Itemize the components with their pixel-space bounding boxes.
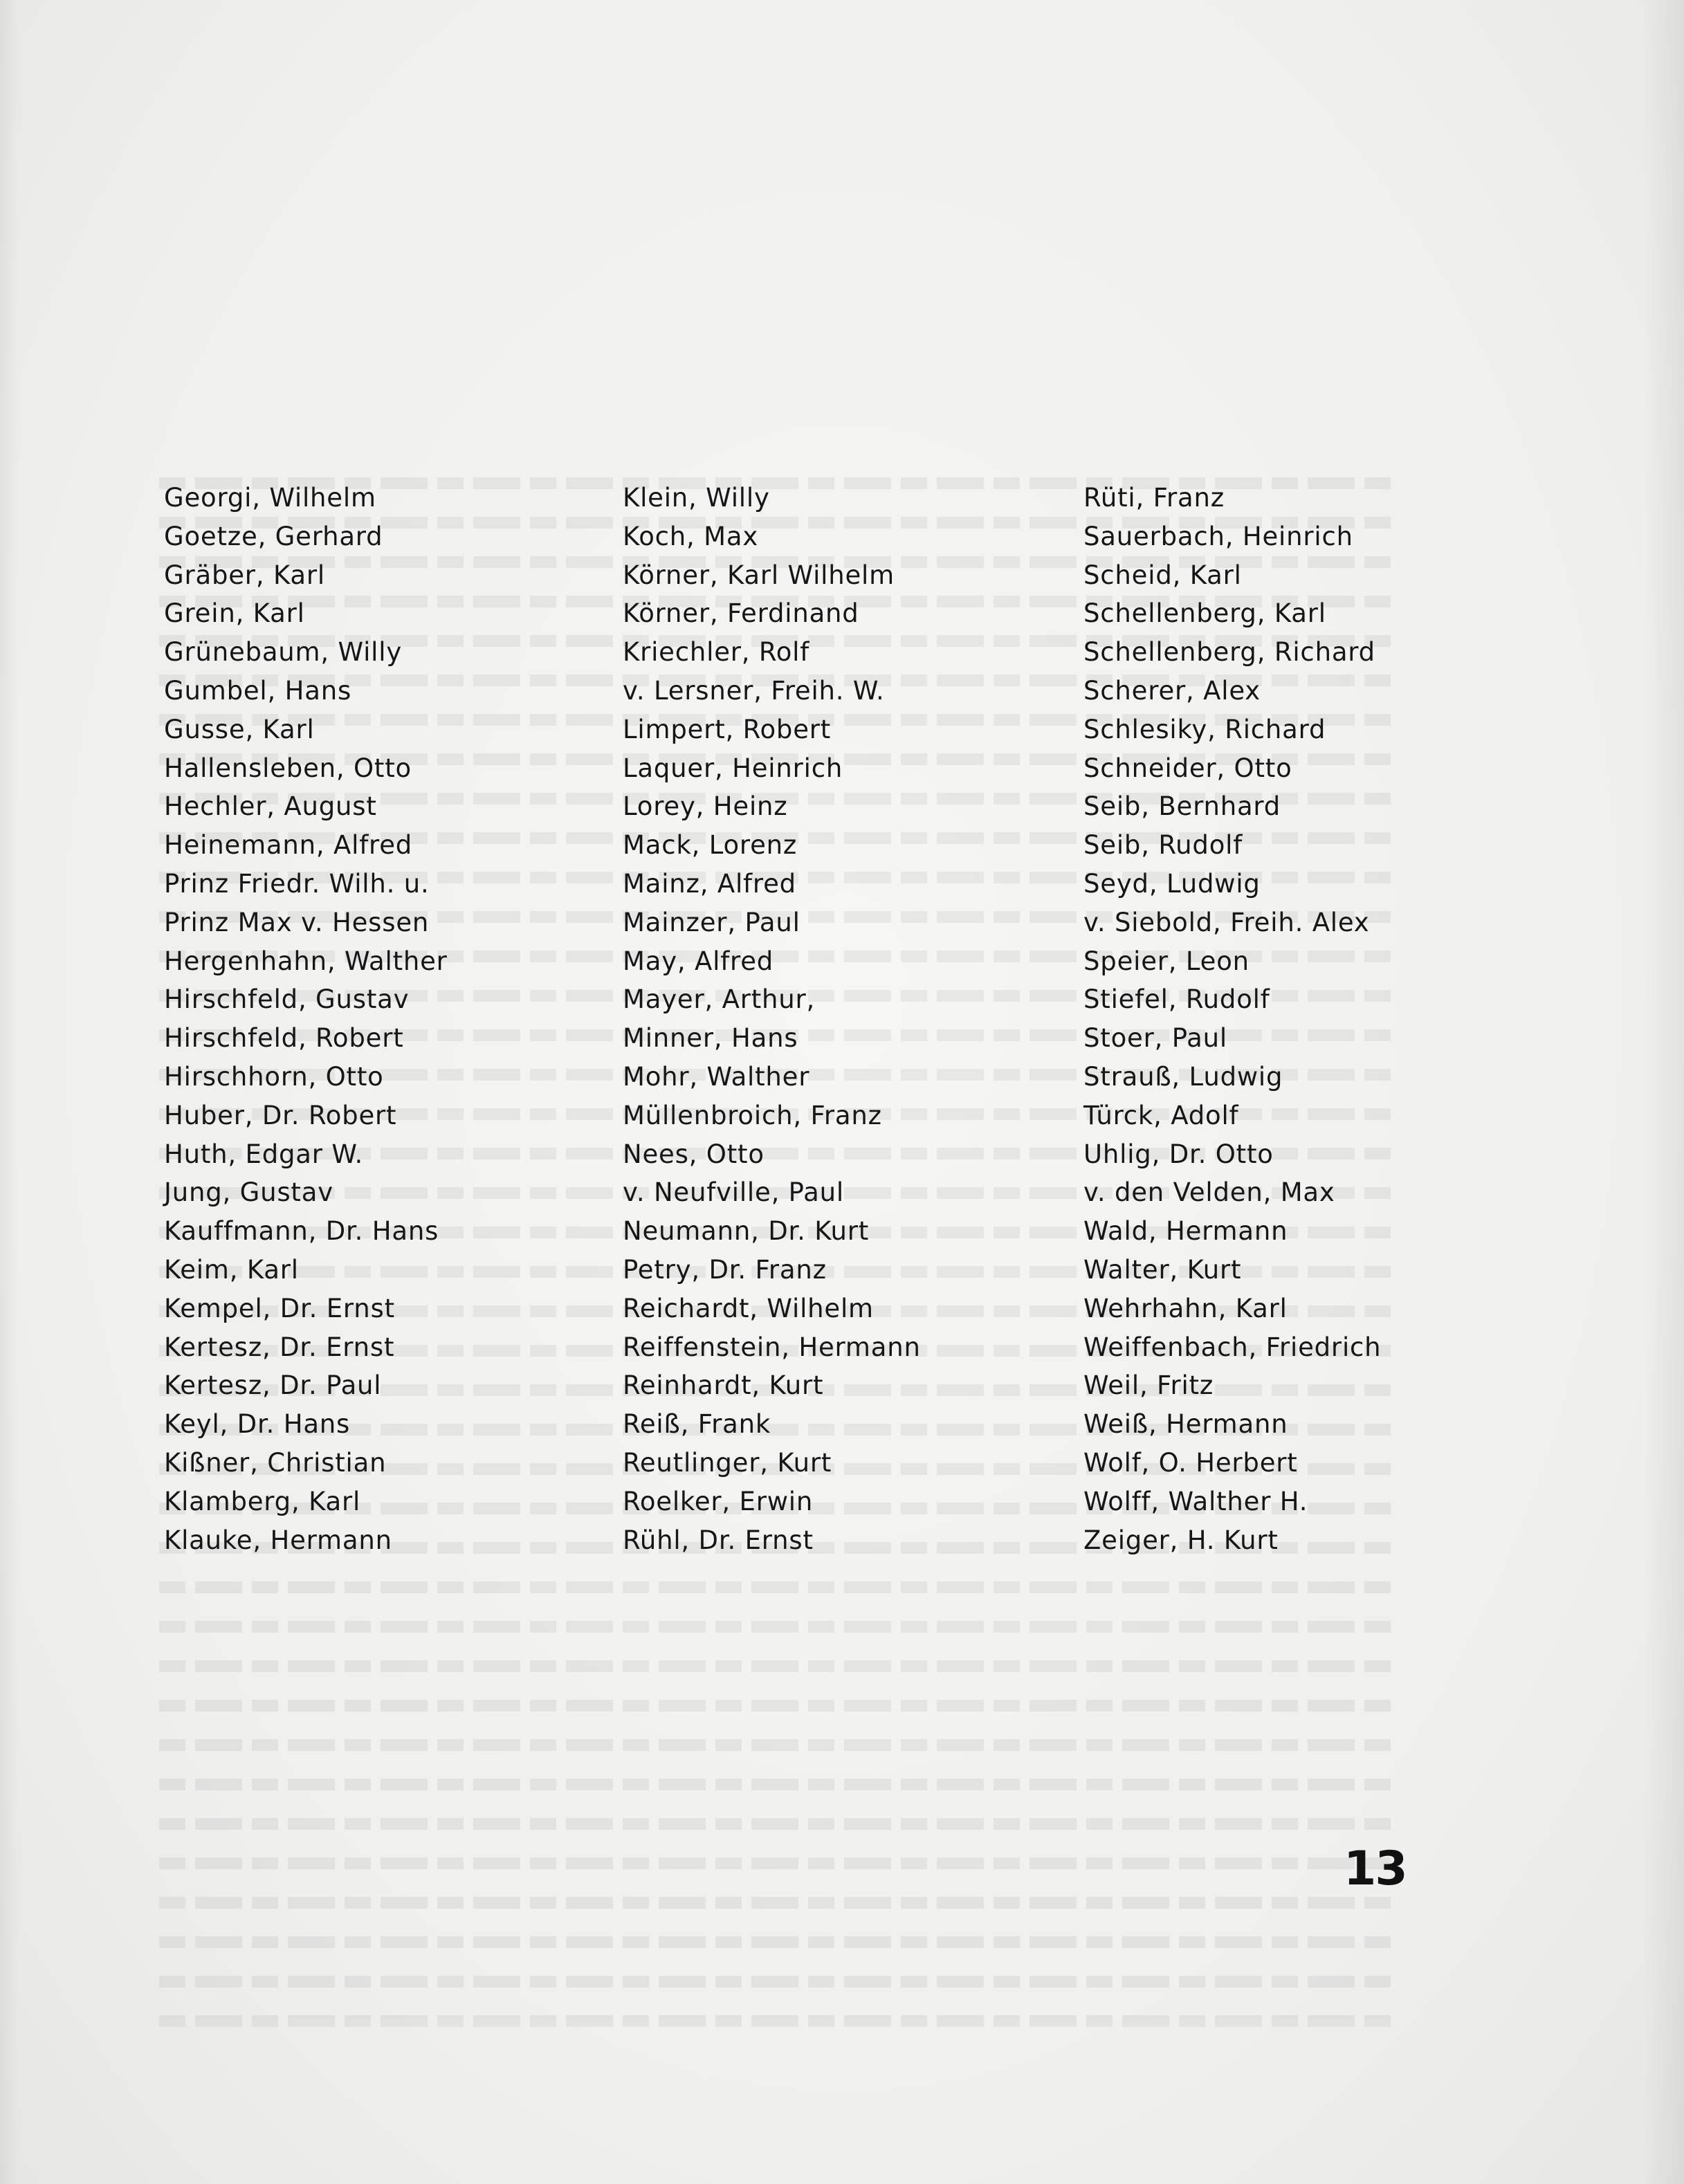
list-item: Neumann, Dr. Kurt <box>623 1216 870 1247</box>
list-item: Goetze, Gerhard <box>164 521 383 551</box>
list-item: Gusse, Karl <box>164 714 315 744</box>
list-item: Prinz Max v. Hessen <box>164 907 430 937</box>
list-item: Nees, Otto <box>623 1139 765 1169</box>
list-item: v. Siebold, Freih. Alex <box>1083 907 1370 937</box>
list-item: Reiß, Frank <box>623 1409 771 1440</box>
list-item: Reutlinger, Kurt <box>623 1447 832 1478</box>
list-item: Huber, Dr. Robert <box>164 1100 397 1130</box>
list-item: Zeiger, H. Kurt <box>1083 1525 1279 1555</box>
list-item: Gumbel, Hans <box>164 675 352 706</box>
list-item: Weil, Fritz <box>1083 1370 1214 1401</box>
list-item: Kißner, Christian <box>164 1447 387 1478</box>
list-item: Mainzer, Paul <box>623 907 800 937</box>
list-item: Müllenbroich, Franz <box>623 1100 882 1130</box>
list-item: Weiffenbach, Friedrich <box>1083 1332 1382 1362</box>
list-item: Türck, Adolf <box>1083 1100 1239 1130</box>
list-item: Mayer, Arthur, <box>623 984 816 1015</box>
list-item: Rüti, Franz <box>1083 483 1225 513</box>
list-item: Speier, Leon <box>1083 946 1250 976</box>
page-edge-shadow <box>1642 0 1684 2184</box>
list-item: Koch, Max <box>623 521 759 551</box>
list-item: Reiffenstein, Hermann <box>623 1332 921 1362</box>
list-item: Rühl, Dr. Ernst <box>623 1525 814 1555</box>
list-item: Gräber, Karl <box>164 560 325 590</box>
list-item: Reinhardt, Kurt <box>623 1370 824 1401</box>
list-item: Laquer, Heinrich <box>623 753 843 783</box>
list-item: Mainz, Alfred <box>623 868 796 899</box>
list-item: Kriechler, Rolf <box>623 637 810 668</box>
list-item: Roelker, Erwin <box>623 1486 814 1516</box>
list-item: Hallensleben, Otto <box>164 753 412 783</box>
list-item: Jung, Gustav <box>164 1177 333 1208</box>
list-item: Schneider, Otto <box>1083 753 1292 783</box>
list-item: Keim, Karl <box>164 1254 299 1285</box>
list-item: Walter, Kurt <box>1083 1254 1242 1285</box>
page-left-shadow <box>0 0 19 2184</box>
list-item: Hergenhahn, Walther <box>164 946 448 976</box>
list-item: Stoer, Paul <box>1083 1023 1227 1054</box>
list-item: Seyd, Ludwig <box>1083 868 1261 899</box>
list-item: Hechler, August <box>164 791 377 822</box>
list-item: Mohr, Walther <box>623 1061 810 1092</box>
list-item: May, Alfred <box>623 946 774 976</box>
list-item: Hirschhorn, Otto <box>164 1061 384 1092</box>
list-item: Wolff, Walther H. <box>1083 1486 1308 1516</box>
list-item: Reichardt, Wilhelm <box>623 1293 874 1323</box>
list-item: Kauffmann, Dr. Hans <box>164 1216 439 1247</box>
list-item: Schellenberg, Richard <box>1083 637 1375 668</box>
list-item: Schellenberg, Karl <box>1083 598 1326 629</box>
list-item: Minner, Hans <box>623 1023 798 1054</box>
list-item: Wald, Hermann <box>1083 1216 1288 1247</box>
list-item: Seib, Rudolf <box>1083 830 1243 861</box>
list-item: v. Neufville, Paul <box>623 1177 844 1208</box>
list-item: Keyl, Dr. Hans <box>164 1409 351 1440</box>
names-column-3 <box>1083 479 1381 1559</box>
list-item: Prinz Friedr. Wilh. u. <box>164 868 430 899</box>
list-item: Kertesz, Dr. Ernst <box>164 1332 395 1362</box>
list-item: v. Lersner, Freih. W. <box>623 675 885 706</box>
list-item: Klein, Willy <box>623 483 770 513</box>
list-item: Georgi, Wilhelm <box>164 483 376 513</box>
list-item: Huth, Edgar W. <box>164 1139 364 1169</box>
list-item: Limpert, Robert <box>623 714 832 744</box>
list-item: Petry, Dr. Franz <box>623 1254 827 1285</box>
list-item: Scherer, Alex <box>1083 675 1261 706</box>
list-item: Grünebaum, Willy <box>164 637 403 668</box>
list-item: Kertesz, Dr. Paul <box>164 1370 382 1401</box>
list-item: v. den Velden, Max <box>1083 1177 1335 1208</box>
list-item: Seib, Bernhard <box>1083 791 1281 822</box>
list-item: Lorey, Heinz <box>623 791 788 822</box>
list-item: Kempel, Dr. Ernst <box>164 1293 395 1323</box>
list-item: Scheid, Karl <box>1083 560 1242 590</box>
list-item: Mack, Lorenz <box>623 830 798 861</box>
list-item: Körner, Ferdinand <box>623 598 859 629</box>
list-item: Klamberg, Karl <box>164 1486 361 1516</box>
list-item: Hirschfeld, Gustav <box>164 984 410 1015</box>
list-item: Heinemann, Alfred <box>164 830 413 861</box>
names-column-2 <box>623 479 921 1559</box>
list-item: Schlesiky, Richard <box>1083 714 1326 744</box>
page-number: 13 <box>1344 1842 1407 1896</box>
list-item: Hirschfeld, Robert <box>164 1023 404 1054</box>
list-item: Stiefel, Rudolf <box>1083 984 1270 1015</box>
list-item: Weiß, Hermann <box>1083 1409 1288 1440</box>
list-item: Strauß, Ludwig <box>1083 1061 1283 1092</box>
list-item: Uhlig, Dr. Otto <box>1083 1139 1274 1169</box>
list-item: Sauerbach, Heinrich <box>1083 521 1353 551</box>
list-item: Wehrhahn, Karl <box>1083 1293 1288 1323</box>
names-column-1 <box>164 479 448 1559</box>
list-item: Wolf, O. Herbert <box>1083 1447 1298 1478</box>
list-item: Körner, Karl Wilhelm <box>623 560 895 590</box>
list-item: Klauke, Hermann <box>164 1525 392 1555</box>
list-item: Grein, Karl <box>164 598 305 629</box>
